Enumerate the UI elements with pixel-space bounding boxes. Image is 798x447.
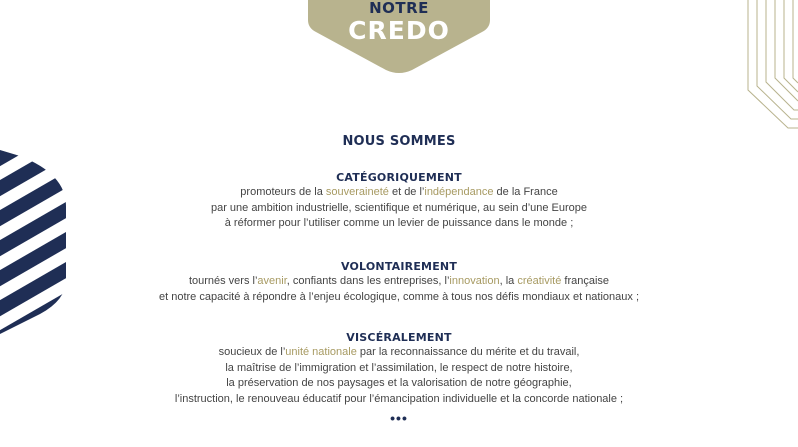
section-title: VISCÉRALEMENT — [346, 331, 452, 344]
text-segment: l’instruction, le renouveau éducatif pour l’émancipation individuelle et la concorde nationale ; — [174, 392, 624, 405]
section-line — [0, 185, 798, 201]
text-segment: par la reconnaissance du mérite et du travail, — [356, 346, 580, 358]
highlighted-keyword: avenir — [257, 275, 287, 287]
highlighted-keyword: créativité — [517, 275, 562, 287]
page-heading: NOUS SOMMES — [342, 134, 456, 149]
section-line — [0, 290, 798, 306]
credo-section-2 — [0, 260, 798, 305]
text-segment: et notre capacité à répondre à l’enjeu écologique, comme à tous nos défis mondiaux et nationaux ; — [158, 290, 640, 303]
section-title: VOLONTAIREMENT — [340, 260, 458, 273]
text-segment: la préservation de nos paysages et la valorisation de notre géographie, — [226, 377, 572, 389]
section-line — [0, 376, 798, 392]
section-line — [0, 201, 798, 217]
highlighted-keyword: unité nationale — [285, 346, 357, 358]
highlighted-keyword: indépendance — [424, 186, 494, 198]
section-line — [0, 392, 798, 408]
credo-banner — [308, 0, 490, 74]
text-segment: tournés vers l’ — [188, 275, 258, 287]
section-title: CATÉGORIQUEMENT — [336, 171, 462, 184]
section-line — [0, 274, 798, 290]
banner-title-large: CREDO — [348, 16, 450, 45]
text-segment: à réformer pour l’utiliser comme un levier de puissance dans le monde ; — [224, 217, 574, 229]
text-segment: la maîtrise de l’immigration et l’assimilation, le respect de notre histoire, — [225, 361, 573, 374]
credo-section-1 — [0, 171, 798, 232]
text-segment: , confiants dans les entreprises, l’ — [286, 275, 450, 287]
more-indicator: ••• — [390, 410, 408, 426]
text-segment: , la — [499, 275, 518, 287]
highlighted-keyword: innovation — [449, 275, 500, 287]
banner-title-small: NOTRE — [369, 0, 429, 17]
highlighted-keyword: souveraineté — [325, 186, 389, 198]
section-line — [0, 345, 798, 361]
text-segment: promoteurs de la — [240, 186, 326, 198]
text-segment: et de l’ — [388, 186, 425, 198]
decorative-lines-pattern — [678, 0, 798, 132]
section-line — [0, 361, 798, 377]
text-segment: par une ambition industrielle, scientifique et numérique, au sein d’une Europe — [210, 201, 588, 214]
section-line — [0, 216, 798, 232]
text-segment: de la France — [493, 186, 558, 198]
text-segment: française — [561, 275, 610, 287]
credo-section-3 — [0, 331, 798, 407]
text-segment: soucieux de l’ — [218, 346, 286, 358]
